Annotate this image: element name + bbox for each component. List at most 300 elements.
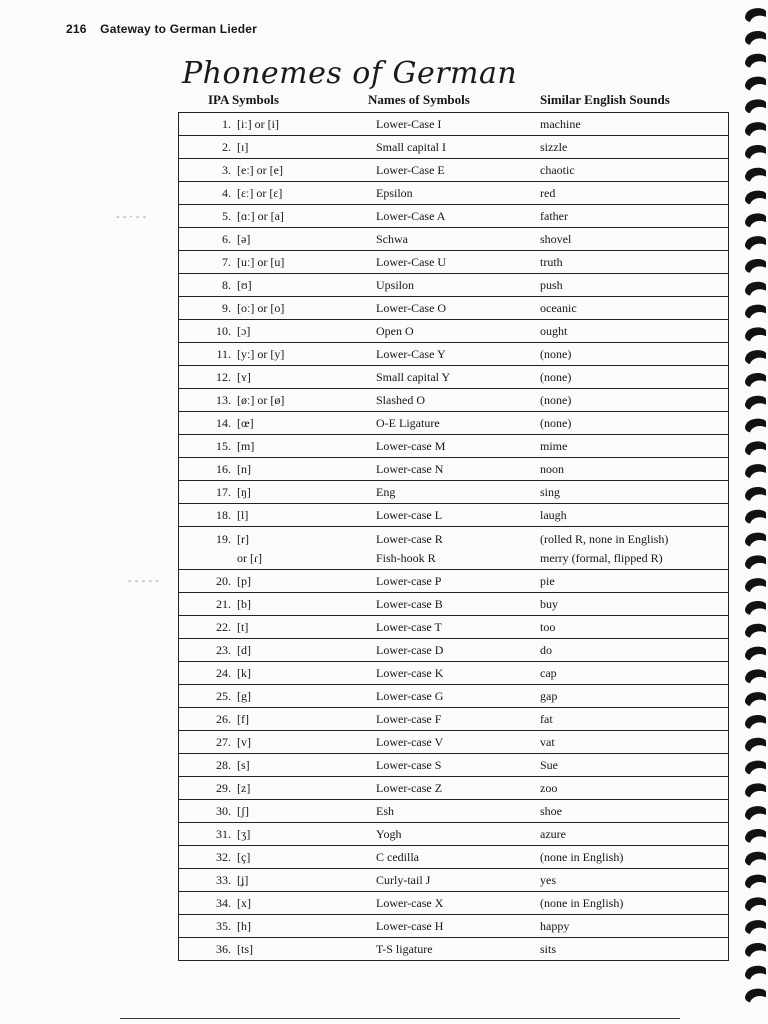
english-example: (none) — [540, 369, 572, 384]
table-row — [179, 389, 729, 412]
english-example: machine — [540, 116, 581, 131]
binding-coil — [745, 259, 766, 273]
symbol-name: Lower-case X — [376, 895, 444, 910]
english-example: happy — [540, 918, 570, 933]
ipa-cell — [179, 593, 377, 616]
english-sound-cell — [540, 435, 729, 458]
binding-coil — [745, 647, 766, 661]
symbol-name: Lower-Case E — [376, 162, 445, 177]
ipa-cell — [179, 182, 377, 205]
english-example: buy — [540, 596, 558, 611]
binding-coil — [745, 327, 766, 341]
symbol-name-cell — [376, 869, 540, 892]
symbol-name: Lower-Case O — [376, 300, 447, 315]
ipa-symbol: [b] — [237, 596, 251, 611]
english-sound-cell — [540, 915, 729, 938]
symbol-name: Upsilon — [376, 277, 415, 292]
table-row — [179, 823, 729, 846]
ipa-cell — [179, 846, 377, 869]
symbol-name-cell — [376, 182, 540, 205]
binding-coil — [745, 236, 766, 250]
english-sound-cell — [540, 527, 729, 570]
ipa-symbol: [ʒ] — [237, 826, 251, 841]
binding-coil — [745, 692, 766, 706]
symbol-name: Lower-case V — [376, 734, 444, 749]
symbol-name: Lower-case K — [376, 665, 444, 680]
ipa-symbol: [l] — [237, 507, 249, 522]
binding-coil — [745, 852, 766, 866]
symbol-name-cell — [376, 205, 540, 228]
ipa-cell — [179, 136, 377, 159]
ipa-cell — [179, 366, 377, 389]
binding-coil — [745, 419, 766, 433]
english-sound-cell — [540, 481, 729, 504]
english-example: sits — [540, 941, 557, 956]
symbol-name: Esh — [376, 803, 394, 818]
binding-coil — [745, 601, 766, 615]
table-row — [179, 708, 729, 731]
row-number: 26. — [216, 711, 231, 726]
binding-coil — [745, 145, 766, 159]
symbol-name: Lower-case T — [376, 619, 442, 634]
symbol-name-cell — [376, 389, 540, 412]
table-row — [179, 731, 729, 754]
symbol-name-cell — [376, 251, 540, 274]
english-sound-cell — [540, 731, 729, 754]
symbol-name-alt: Fish-hook R — [376, 551, 436, 565]
english-sound-cell — [540, 639, 729, 662]
english-example: (none) — [540, 346, 572, 361]
table-row — [179, 458, 729, 481]
binding-coil — [745, 305, 766, 319]
ipa-symbol: [œ] — [237, 415, 254, 430]
symbol-name: Epsilon — [376, 185, 413, 200]
row-number: 1. — [222, 116, 231, 131]
row-number: 21. — [216, 596, 231, 611]
binding-coil — [745, 989, 766, 1003]
ipa-symbol: [ɔ] — [237, 323, 251, 338]
row-number: 31. — [216, 826, 231, 841]
table-row — [179, 777, 729, 800]
row-number: 19. — [216, 532, 231, 546]
binding-coil — [745, 282, 766, 296]
ipa-symbol: [ə] — [237, 231, 251, 246]
symbol-name-cell — [376, 593, 540, 616]
symbol-name-cell — [376, 297, 540, 320]
symbol-name-cell — [376, 915, 540, 938]
table-row — [179, 412, 729, 435]
ipa-symbol: [ʝ] — [237, 872, 249, 887]
binding-coil — [745, 464, 766, 478]
english-sound-cell — [540, 274, 729, 297]
bottom-rule — [120, 1018, 680, 1019]
row-number: 25. — [216, 688, 231, 703]
page-number: 216 — [66, 22, 87, 36]
row-number: 29. — [216, 780, 231, 795]
row-number: 6. — [222, 231, 231, 246]
ipa-cell — [179, 685, 377, 708]
ipa-symbol: [ʏ] — [237, 369, 251, 384]
ipa-symbol: [k] — [237, 665, 251, 680]
english-example: chaotic — [540, 162, 575, 177]
ipa-symbol: [z] — [237, 780, 251, 795]
ipa-cell — [179, 892, 377, 915]
english-sound-cell — [540, 777, 729, 800]
table-row — [179, 435, 729, 458]
row-number: 20. — [216, 573, 231, 588]
english-example: mime — [540, 438, 568, 453]
col-header-english: Similar English Sounds — [540, 92, 670, 107]
english-example: shovel — [540, 231, 572, 246]
english-example: do — [540, 642, 552, 657]
ipa-cell — [179, 639, 377, 662]
english-example: (none in English) — [540, 849, 624, 864]
ipa-cell — [179, 570, 377, 593]
table-row — [179, 527, 729, 570]
symbol-name-cell — [376, 412, 540, 435]
margin-mark: - - - - - — [128, 576, 159, 587]
table-row — [179, 662, 729, 685]
symbol-name: Lower-case R — [376, 532, 443, 546]
english-example: fat — [540, 711, 553, 726]
english-sound-cell — [540, 251, 729, 274]
table-row — [179, 228, 729, 251]
ipa-symbol: [n] — [237, 461, 251, 476]
symbol-name: Yogh — [376, 826, 402, 841]
col-header-ipa: IPA Symbols — [208, 92, 279, 107]
table-row — [179, 616, 729, 639]
col-header-names: Names of Symbols — [368, 92, 470, 107]
english-sound-cell — [540, 938, 729, 961]
binding-coil — [745, 875, 766, 889]
table-row — [179, 251, 729, 274]
phoneme-table — [178, 112, 729, 961]
english-sound-cell — [540, 343, 729, 366]
row-number: 8. — [222, 277, 231, 292]
symbol-name-cell — [376, 228, 540, 251]
symbol-name-cell — [376, 754, 540, 777]
symbol-name-cell — [376, 136, 540, 159]
row-number: 15. — [216, 438, 231, 453]
ipa-symbol: [uː] or [u] — [237, 254, 285, 269]
ipa-symbol: [ʊ] — [237, 277, 252, 292]
table-row — [179, 754, 729, 777]
english-sound-cell — [540, 892, 729, 915]
english-sound-cell — [540, 389, 729, 412]
ipa-cell — [179, 159, 377, 182]
ipa-cell — [179, 777, 377, 800]
symbol-name-cell — [376, 274, 540, 297]
ipa-cell — [179, 938, 377, 961]
binding-coil — [745, 555, 766, 569]
ipa-symbol: [ŋ] — [237, 484, 251, 499]
binding-coil — [745, 396, 766, 410]
symbol-name-cell — [376, 938, 540, 961]
english-example: father — [540, 208, 568, 223]
symbol-name-cell — [376, 320, 540, 343]
binding-coil — [745, 761, 766, 775]
english-sound-cell — [540, 205, 729, 228]
binding-coil — [745, 487, 766, 501]
binding-coil — [745, 54, 766, 68]
row-number: 3. — [222, 162, 231, 177]
table-row — [179, 136, 729, 159]
ipa-symbol: [v] — [237, 734, 251, 749]
binding-coil — [745, 943, 766, 957]
ipa-cell — [179, 662, 377, 685]
symbol-name: Schwa — [376, 231, 408, 246]
ipa-cell — [179, 113, 377, 136]
table-row — [179, 366, 729, 389]
symbol-name-cell — [376, 343, 540, 366]
row-number: 18. — [216, 507, 231, 522]
binding-coil — [745, 806, 766, 820]
binding-coil — [745, 920, 766, 934]
english-example: sing — [540, 484, 561, 499]
symbol-name: Lower-Case I — [376, 116, 442, 131]
english-sound-cell — [540, 182, 729, 205]
english-sound-cell — [540, 800, 729, 823]
english-sound-cell — [540, 685, 729, 708]
english-example: zoo — [540, 780, 558, 795]
row-number: 32. — [216, 849, 231, 864]
english-sound-cell — [540, 504, 729, 527]
table-row — [179, 182, 729, 205]
symbol-name: Lower-case D — [376, 642, 444, 657]
symbol-name-cell — [376, 777, 540, 800]
english-example: pie — [540, 573, 555, 588]
english-example: (none) — [540, 392, 572, 407]
table-row — [179, 593, 729, 616]
ipa-cell — [179, 616, 377, 639]
table-row — [179, 869, 729, 892]
binding-coil — [745, 8, 766, 22]
ipa-cell — [179, 731, 377, 754]
margin-mark: - - · - - — [116, 212, 147, 223]
english-sound-cell — [540, 136, 729, 159]
row-number: 36. — [216, 941, 231, 956]
ipa-cell — [179, 205, 377, 228]
table-row — [179, 639, 729, 662]
binding-coil — [745, 350, 766, 364]
english-example: (none in English) — [540, 895, 624, 910]
running-title: Gateway to German Lieder — [100, 22, 258, 36]
english-example: red — [540, 185, 556, 200]
row-number: 4. — [222, 185, 231, 200]
symbol-name-cell — [376, 731, 540, 754]
row-number: 35. — [216, 918, 231, 933]
ipa-symbol: [t] — [237, 619, 249, 634]
table-row — [179, 938, 729, 961]
english-sound-cell — [540, 662, 729, 685]
table-row — [179, 800, 729, 823]
english-sound-cell — [540, 823, 729, 846]
english-example: (none) — [540, 415, 572, 430]
binding-coil — [745, 373, 766, 387]
table-row — [179, 274, 729, 297]
symbol-name-cell — [376, 639, 540, 662]
table-row — [179, 685, 729, 708]
ipa-cell — [179, 823, 377, 846]
symbol-name: Small capital Y — [376, 369, 451, 384]
ipa-symbol: [iː] or [i] — [237, 116, 279, 131]
row-number: 23. — [216, 642, 231, 657]
binding-coil — [745, 897, 766, 911]
english-example: noon — [540, 461, 564, 476]
symbol-name: Lower-case G — [376, 688, 444, 703]
symbol-name: Small capital I — [376, 139, 446, 154]
row-number: 2. — [222, 139, 231, 154]
ipa-cell — [179, 274, 377, 297]
binding-coil — [745, 738, 766, 752]
table-row — [179, 915, 729, 938]
symbol-name: T-S ligature — [376, 941, 433, 956]
ipa-symbol: [r] — [237, 532, 249, 546]
symbol-name-cell — [376, 685, 540, 708]
ipa-cell — [179, 435, 377, 458]
symbol-name-cell — [376, 570, 540, 593]
row-number: 30. — [216, 803, 231, 818]
symbol-name: Lower-case P — [376, 573, 442, 588]
english-sound-cell — [540, 593, 729, 616]
english-sound-cell — [540, 754, 729, 777]
binding-coil — [745, 829, 766, 843]
ipa-symbol: [ʃ] — [237, 803, 249, 818]
ipa-cell — [179, 800, 377, 823]
symbol-name-cell — [376, 366, 540, 389]
binding-coil — [745, 669, 766, 683]
ipa-cell — [179, 869, 377, 892]
english-example: Sue — [540, 757, 558, 772]
ipa-symbol-alt: or [ɾ] — [237, 551, 262, 565]
row-number: 17. — [216, 484, 231, 499]
symbol-name: Lower-case B — [376, 596, 443, 611]
english-sound-cell — [540, 366, 729, 389]
symbol-name: Lower-Case Y — [376, 346, 446, 361]
symbol-name: Slashed O — [376, 392, 425, 407]
row-number: 27. — [216, 734, 231, 749]
symbol-name-cell — [376, 800, 540, 823]
symbol-name: Lower-case L — [376, 507, 443, 522]
binding-coil — [745, 783, 766, 797]
ipa-symbol: [eː] or [e] — [237, 162, 283, 177]
english-example: gap — [540, 688, 558, 703]
symbol-name: Curly-tail J — [376, 872, 431, 887]
binding-coil — [745, 966, 766, 980]
page-title: Phonemes of German — [182, 56, 518, 91]
symbol-name-cell — [376, 113, 540, 136]
row-number: 33. — [216, 872, 231, 887]
row-number: 5. — [222, 208, 231, 223]
binding-coil — [745, 441, 766, 455]
english-sound-cell — [540, 113, 729, 136]
english-example: push — [540, 277, 563, 292]
row-number: 13. — [216, 392, 231, 407]
binding-coil — [745, 31, 766, 45]
row-number: 11. — [216, 346, 231, 361]
symbol-name: Lower-case M — [376, 438, 446, 453]
symbol-name-cell — [376, 662, 540, 685]
phoneme-table-body — [179, 113, 729, 961]
english-example: laugh — [540, 507, 567, 522]
symbol-name: Lower-Case A — [376, 208, 446, 223]
ipa-symbol: [d] — [237, 642, 251, 657]
symbol-name: Lower-case H — [376, 918, 444, 933]
binding-coil — [745, 533, 766, 547]
ipa-cell — [179, 481, 377, 504]
ipa-symbol: [ɛː] or [ɛ] — [237, 185, 283, 200]
ipa-symbol: [ç] — [237, 849, 251, 864]
symbol-name-cell — [376, 527, 540, 570]
row-number: 16. — [216, 461, 231, 476]
row-number: 12. — [216, 369, 231, 384]
binding-coil — [745, 168, 766, 182]
binding-coil — [745, 715, 766, 729]
ipa-symbol: [ts] — [237, 941, 253, 956]
binding-coil — [745, 510, 766, 524]
ipa-cell — [179, 412, 377, 435]
row-number: 24. — [216, 665, 231, 680]
row-number: 22. — [216, 619, 231, 634]
ipa-cell — [179, 458, 377, 481]
table-row — [179, 320, 729, 343]
ipa-symbol: [oː] or [o] — [237, 300, 285, 315]
english-sound-cell — [540, 458, 729, 481]
ipa-cell — [179, 504, 377, 527]
english-example: too — [540, 619, 556, 634]
english-example: sizzle — [540, 139, 568, 154]
ipa-symbol: [m] — [237, 438, 255, 453]
symbol-name-cell — [376, 823, 540, 846]
ipa-symbol: [ɪ] — [237, 139, 249, 154]
symbol-name: Lower-case N — [376, 461, 444, 476]
table-row — [179, 343, 729, 366]
ipa-symbol: [p] — [237, 573, 251, 588]
ipa-symbol: [ɑː] or [a] — [237, 208, 284, 223]
ipa-symbol: [yː] or [y] — [237, 346, 285, 361]
ipa-cell — [179, 754, 377, 777]
english-example: yes — [540, 872, 556, 887]
table-row — [179, 297, 729, 320]
row-number: 9. — [222, 300, 231, 315]
row-number: 14. — [216, 415, 231, 430]
symbol-name: C cedilla — [376, 849, 419, 864]
english-example: azure — [540, 826, 566, 841]
table-row — [179, 159, 729, 182]
row-number: 7. — [222, 254, 231, 269]
english-sound-cell — [540, 412, 729, 435]
table-row — [179, 504, 729, 527]
english-example: oceanic — [540, 300, 577, 315]
binding-coil — [745, 191, 766, 205]
english-example: cap — [540, 665, 557, 680]
table-row — [179, 846, 729, 869]
symbol-name-cell — [376, 458, 540, 481]
binding-coil — [745, 213, 766, 227]
english-sound-cell — [540, 708, 729, 731]
english-example: shoe — [540, 803, 562, 818]
english-example: (rolled R, none in English) — [540, 532, 669, 546]
symbol-name: Open O — [376, 323, 414, 338]
ipa-cell — [179, 343, 377, 366]
table-row — [179, 570, 729, 593]
table-row — [179, 481, 729, 504]
english-sound-cell — [540, 869, 729, 892]
english-sound-cell — [540, 297, 729, 320]
ipa-cell — [179, 297, 377, 320]
binding-coil — [745, 99, 766, 113]
symbol-name-cell — [376, 892, 540, 915]
